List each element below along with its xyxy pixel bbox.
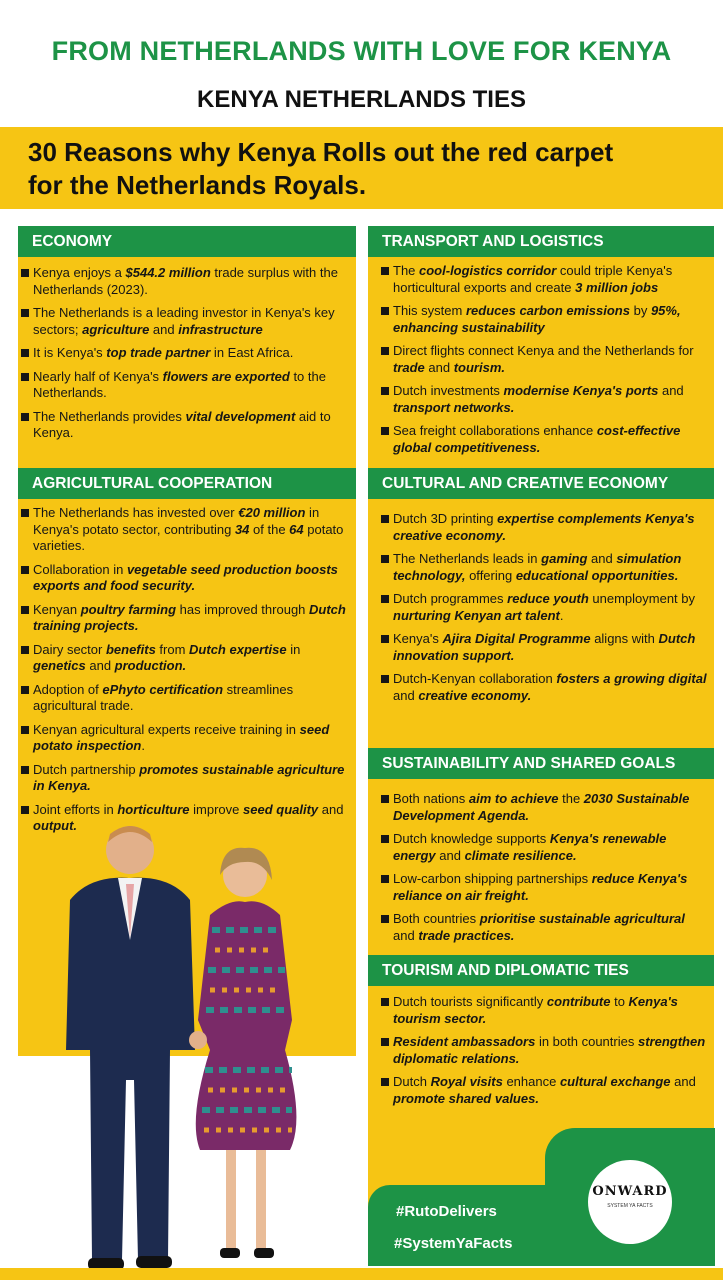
headline-text: [28, 136, 718, 202]
hashtag-ruto-delivers: #RutoDelivers: [396, 1203, 497, 1220]
emphasis-text: seed potato inspection: [33, 721, 330, 753]
emphasis-text: educational opportunities.: [515, 567, 679, 583]
bullet-item: [20, 562, 352, 595]
body-text: .: [141, 738, 145, 753]
body-text: Adoption of: [33, 681, 103, 697]
body-text: and: [587, 551, 617, 566]
body-text: Dutch programmes: [393, 591, 508, 606]
emphasis-text: Royal visits: [430, 1074, 503, 1089]
body-text: enhance: [502, 1074, 560, 1089]
emphasis-text: reduce youth: [507, 591, 589, 606]
body-text: The Netherlands provides: [33, 408, 186, 424]
body-text: and: [670, 1074, 696, 1089]
emphasis-text: cool-logistics corridor: [419, 263, 557, 278]
emphasis-text: climate resilience.: [464, 847, 577, 863]
bullet-item: [20, 602, 352, 635]
emphasis-text: flowers are exported: [162, 368, 290, 384]
sustain-list: [380, 791, 710, 951]
body-text: in both countries: [535, 1034, 638, 1049]
emphasis-text: agriculture: [82, 321, 150, 337]
emphasis-text: poultry farming: [80, 601, 177, 617]
body-text: Kenya's: [393, 631, 443, 646]
bullet-item: [20, 369, 352, 402]
emphasis-text: reduces carbon emissions: [465, 303, 630, 318]
emphasis-text: Ajira Digital Programme: [442, 631, 591, 646]
emphasis-text: Dutch expertise: [189, 641, 287, 657]
bullet-item: [380, 343, 710, 376]
cultural-heading: CULTURAL AND CREATIVE ECONOMY: [368, 468, 714, 499]
body-text: Sea freight collaborations enhance: [393, 423, 597, 438]
emphasis-text: modernise Kenya's ports: [503, 383, 659, 398]
body-text: and: [658, 383, 684, 398]
agri-heading: AGRICULTURAL COOPERATION: [18, 468, 356, 499]
body-text: of the: [249, 521, 290, 537]
bullet-item: [380, 551, 710, 584]
bullet-item: [380, 994, 710, 1027]
hashtag-system-ya-facts: #SystemYaFacts: [394, 1235, 513, 1252]
body-text: Both countries: [393, 911, 480, 926]
bullet-item: [380, 791, 710, 824]
body-text: The Netherlands is a leading investor in Kenya's key sectors;: [33, 305, 335, 337]
body-text: This system: [393, 303, 466, 318]
emphasis-text: reduce Kenya's reliance on air freight.: [393, 871, 688, 903]
body-text: .: [559, 607, 564, 623]
emphasis-text: vegetable seed production boosts exports and food security.: [33, 561, 338, 593]
bullet-item: [380, 911, 710, 944]
bullet-item: [20, 642, 352, 675]
emphasis-text: seed quality: [243, 801, 319, 817]
bullet-item: [20, 762, 352, 795]
body-text: and: [149, 321, 179, 337]
royal-couple-image: [30, 820, 350, 1272]
bullet-item: [380, 1034, 710, 1067]
emphasis-text: fosters a growing digital: [556, 671, 707, 686]
bullet-item: [20, 305, 352, 338]
body-text: Collaboration in: [33, 561, 127, 577]
body-text: trade surplus with the Netherlands (2023).: [33, 265, 338, 297]
body-text: could triple Kenya's horticultural exports and create: [393, 263, 673, 295]
emphasis-text: trade practices.: [418, 927, 515, 943]
transport-list: [380, 263, 710, 463]
body-text: to the Netherlands.: [33, 368, 326, 400]
emphasis-text: 2030 Sustainable Development Agenda.: [393, 791, 690, 823]
bullet-item: [380, 671, 710, 704]
body-text: offering: [465, 567, 516, 583]
emphasis-text: transport networks.: [393, 399, 515, 415]
emphasis-text: Kenya's renewable energy: [393, 831, 667, 863]
emphasis-text: creative economy.: [418, 687, 532, 703]
body-text: Dutch partnership: [33, 761, 140, 777]
transport-heading: TRANSPORT AND LOGISTICS: [368, 226, 714, 257]
emphasis-text: production.: [114, 658, 187, 673]
logo-word: ONWARD: [592, 1184, 668, 1199]
body-text: to: [610, 994, 629, 1009]
cultural-list: [380, 511, 710, 711]
emphasis-text: $544.2 million: [125, 265, 211, 280]
emphasis-text: contribute: [546, 994, 611, 1009]
emphasis-text: benefits: [105, 641, 156, 657]
bullet-item: [380, 871, 710, 904]
body-text: Both nations: [393, 791, 469, 806]
footer-hashtag-box: [368, 1185, 548, 1266]
body-text: Dutch-Kenyan collaboration: [393, 671, 557, 686]
body-text: Dairy sector: [33, 641, 106, 657]
body-text: and: [393, 927, 419, 943]
emphasis-text: promote shared values.: [393, 1090, 539, 1106]
bottom-bar: [0, 1268, 723, 1280]
economy-heading: ECONOMY: [18, 226, 356, 257]
emphasis-text: nurturing Kenyan art talent: [393, 607, 560, 623]
body-text: The Netherlands has invested over: [33, 505, 239, 520]
emphasis-text: vital development: [185, 408, 296, 424]
body-text: and: [435, 847, 465, 863]
economy-list: [20, 265, 352, 449]
body-text: has improved through: [176, 601, 310, 617]
page-subtitle: KENYA NETHERLANDS TIES: [197, 86, 526, 113]
onward-logo-icon: [588, 1160, 672, 1244]
agri-list: [20, 505, 352, 842]
emphasis-text: aim to achieve: [468, 791, 559, 806]
tourism-list: [380, 994, 710, 1114]
emphasis-text: top trade partner: [106, 345, 211, 360]
tourism-heading: TOURISM AND DIPLOMATIC TIES: [368, 955, 714, 986]
emphasis-text: 95%, enhancing sustainability: [393, 303, 681, 335]
body-text: Dutch knowledge supports: [393, 831, 550, 846]
emphasis-text: simulation technology,: [393, 551, 682, 583]
body-text: Dutch investments: [393, 383, 504, 398]
body-text: It is Kenya's: [33, 345, 107, 360]
emphasis-text: gaming: [541, 551, 588, 566]
emphasis-text: €20 million: [238, 505, 306, 520]
emphasis-text: cultural exchange: [559, 1074, 671, 1089]
bullet-item: [20, 505, 352, 555]
emphasis-text: genetics: [33, 658, 86, 673]
bullet-item: [380, 591, 710, 624]
body-text: Kenya enjoys a: [33, 265, 126, 280]
emphasis-text: output.: [33, 818, 78, 833]
emphasis-text: strengthen diplomatic relations.: [393, 1034, 706, 1066]
headline-line-1: 30 Reasons why Kenya Rolls out the red carpet: [28, 137, 614, 167]
body-text: Dutch tourists significantly: [393, 994, 547, 1009]
body-text: Joint efforts in: [33, 801, 118, 817]
body-text: unemployment by: [588, 591, 696, 606]
body-text: Kenyan: [33, 601, 81, 617]
body-text: Kenyan agricultural experts receive training in: [33, 721, 300, 737]
body-text: and: [85, 658, 115, 673]
body-text: Dutch: [393, 1074, 431, 1089]
emphasis-text: tourism.: [453, 359, 506, 375]
bullet-item: [20, 345, 352, 362]
body-text: from: [155, 641, 190, 657]
emphasis-text: 34: [234, 521, 250, 537]
body-text: aid to Kenya.: [33, 408, 331, 440]
body-text: in: [286, 641, 301, 657]
emphasis-text: 3 million jobs: [575, 279, 659, 295]
emphasis-text: Resident ambassadors: [393, 1034, 536, 1049]
emphasis-text: prioritise sustainable agricultural: [479, 911, 685, 926]
emphasis-text: Dutch innovation support.: [393, 631, 696, 663]
body-text: in East Africa.: [210, 345, 294, 360]
body-text: potato varieties.: [33, 521, 344, 553]
logo-subtext: SYSTEM YA FACTS: [607, 1203, 653, 1209]
emphasis-text: expertise complements Kenya's creative economy.: [393, 511, 695, 543]
bullet-item: [20, 722, 352, 755]
headline-line-2: for the Netherlands Royals.: [28, 170, 367, 200]
body-text: Nearly half of Kenya's: [33, 368, 163, 384]
emphasis-text: horticulture: [117, 801, 190, 817]
emphasis-text: 64: [289, 521, 304, 537]
bullet-item: [20, 265, 352, 298]
body-text: The: [393, 263, 420, 278]
bullet-item: [380, 423, 710, 456]
body-text: Low-carbon shipping partnerships: [393, 871, 592, 886]
page-title: FROM NETHERLANDS WITH LOVE FOR KENYA: [51, 36, 672, 66]
body-text: by: [629, 303, 651, 318]
emphasis-text: Kenya's tourism sector.: [393, 994, 678, 1026]
bullet-item: [20, 682, 352, 715]
bullet-item: [380, 383, 710, 416]
emphasis-text: Dutch training projects.: [33, 601, 346, 633]
emphasis-text: infrastructure: [178, 321, 263, 337]
body-text: streamlines agricultural trade.: [33, 681, 294, 713]
emphasis-text: cost-effective global competitiveness.: [393, 423, 681, 455]
sustain-heading: SUSTAINABILITY AND SHARED GOALS: [368, 748, 714, 779]
emphasis-text: trade: [393, 359, 425, 375]
bullet-item: [380, 303, 710, 336]
body-text: in Kenya's potato sector, contributing: [33, 505, 320, 537]
bullet-item: [380, 631, 710, 664]
body-text: the: [558, 791, 584, 806]
bullet-item: [380, 511, 710, 544]
body-text: aligns with: [590, 631, 659, 646]
body-text: Dutch 3D printing: [393, 511, 498, 526]
body-text: and: [424, 359, 454, 375]
body-text: improve: [189, 801, 244, 817]
bullet-item: [380, 831, 710, 864]
bullet-item: [380, 263, 710, 296]
bullet-item: [20, 409, 352, 442]
body-text: Direct flights connect Kenya and the Netherlands for: [393, 343, 694, 358]
body-text: and: [393, 687, 419, 703]
bullet-item: [380, 1074, 710, 1107]
emphasis-text: promotes sustainable agriculture in Kenya.: [33, 761, 345, 793]
body-text: and: [318, 801, 344, 817]
body-text: The Netherlands leads in: [393, 551, 542, 566]
emphasis-text: ePhyto certification: [102, 681, 224, 697]
